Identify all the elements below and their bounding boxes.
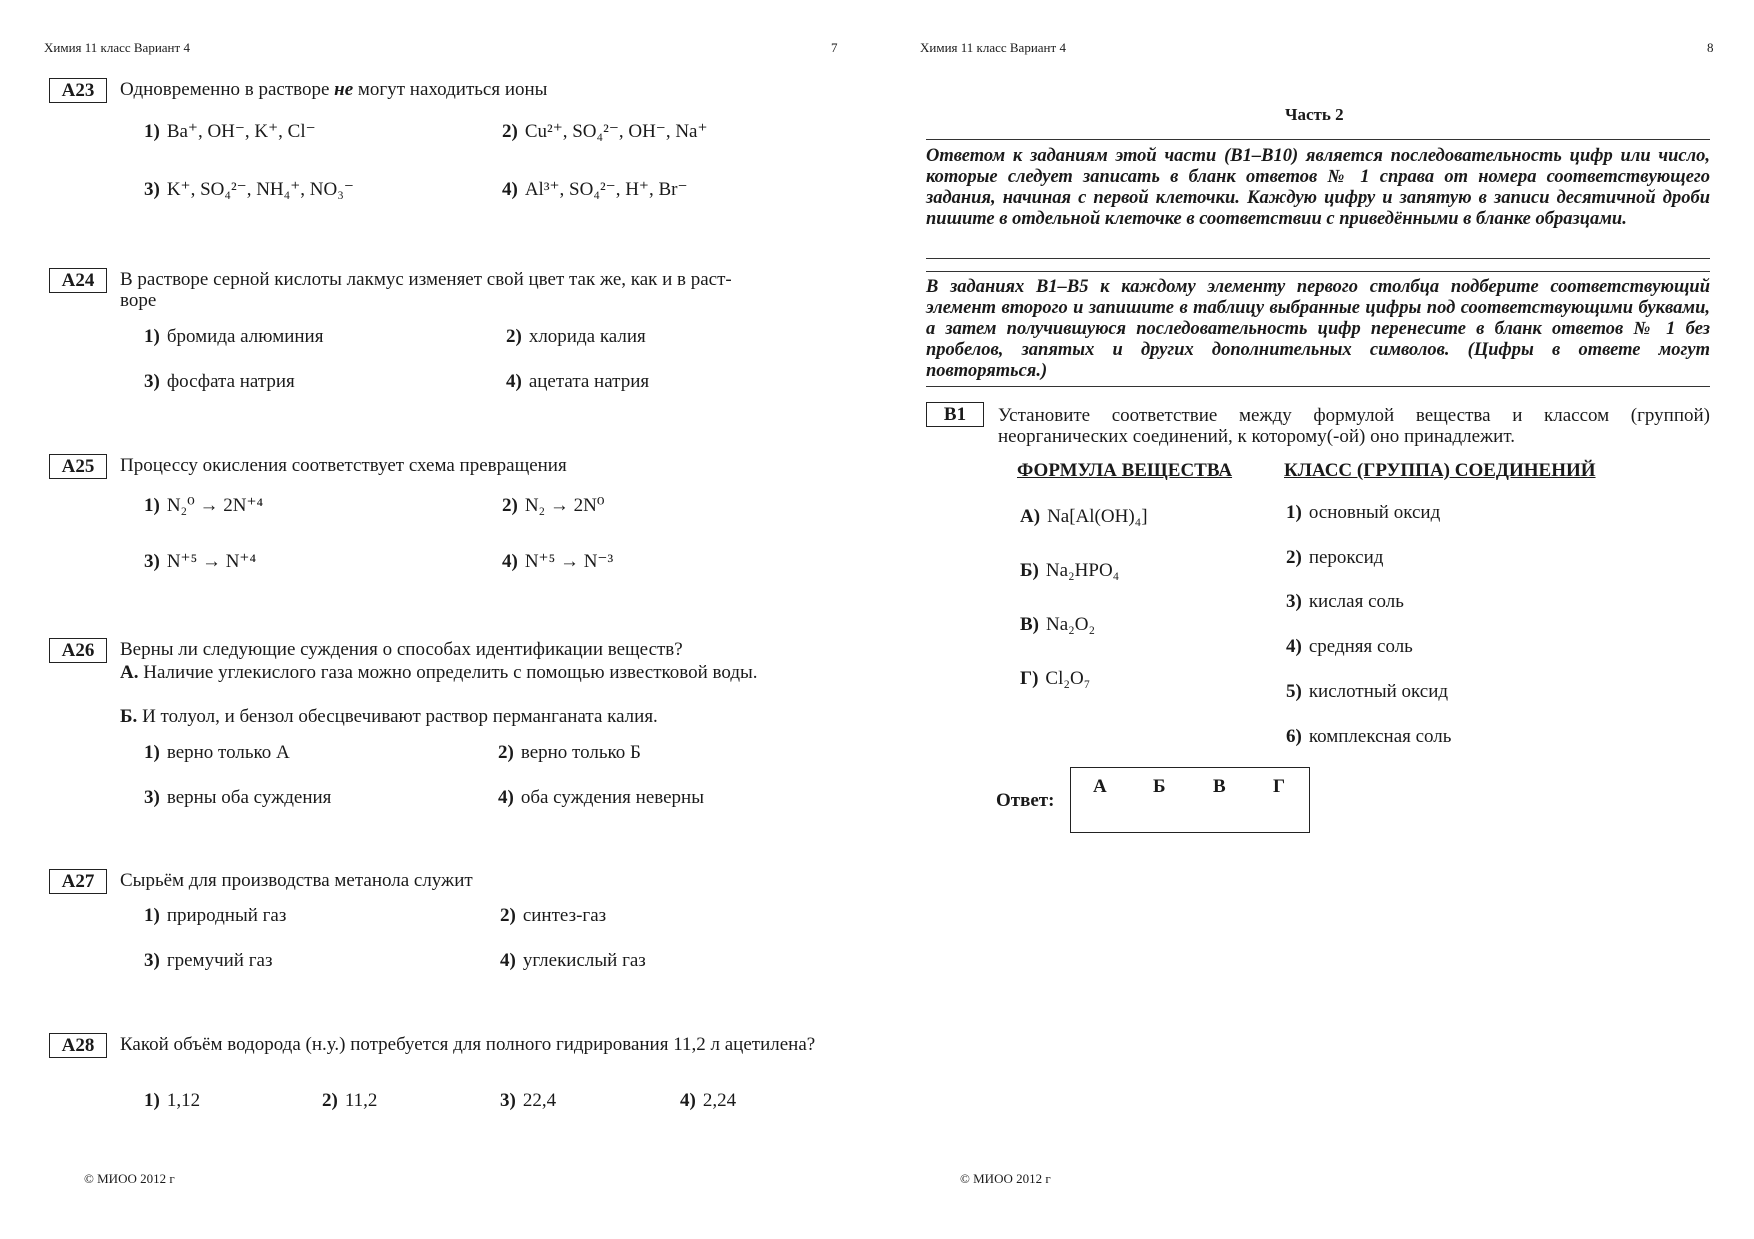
statement-text: И толуол, и бензол обесцвечивают раствор перманганата калия. [137,706,658,727]
option-number: 4) [498,787,514,808]
class-number: 1) [1286,502,1302,523]
a23-option-4 [502,178,687,201]
option-number: 1) [144,905,160,926]
page-number-right: 8 [1707,40,1714,55]
class-text: основный оксид [1308,502,1441,523]
formula-text: Cl₂O₇ [1045,668,1091,689]
option-text: верны оба суждения [166,787,332,808]
question-tag-b1: В1 [926,402,984,427]
part-title: Часть 2 [1285,105,1344,124]
a25-option-1 [144,494,263,517]
question-tag-a25: A25 [49,454,107,479]
option-number: 2) [498,742,514,763]
option-number: 3) [144,551,160,572]
question-tag-a28: A28 [49,1033,107,1058]
option-number: 1) [144,742,160,763]
page-footer-right: © МИОО 2012 г [960,1171,1051,1186]
statement-text: Наличие углекислого газа можно определить с помощью известковой воды. [138,662,758,683]
a28-option-2 [322,1090,377,1112]
divider-middle-1 [926,258,1710,259]
option-number: 3) [144,950,160,971]
question-a26-statement-a [120,662,838,683]
option-number: 2) [502,121,518,142]
b1-class-6 [1286,726,1451,748]
b1-formula-b [1020,560,1119,582]
option-text: N⁺⁵ → N⁻³ [524,551,614,572]
option-text: ацетата натрия [528,371,650,392]
formula-letter: Г) [1020,668,1039,689]
option-number: 1) [144,121,160,142]
option-text: углекислый газ [522,950,646,971]
answer-cell-v: В [1213,776,1226,797]
option-number: 1) [144,1090,160,1111]
question-tag-a27: A27 [49,869,107,894]
divider-middle-2 [926,271,1710,272]
option-number: 3) [144,371,160,392]
a24-option-3 [144,371,295,393]
b1-class-1 [1286,502,1440,524]
b1-formula-g [1020,668,1090,690]
b1-class-2 [1286,547,1383,569]
option-text: гремучий газ [166,950,273,971]
b1-formula-a [1020,506,1148,528]
option-number: 2) [500,905,516,926]
page-header-right: Химия 11 класс Вариант 4 [920,40,1066,55]
a26-option-3 [144,787,331,809]
question-tag-a24: A24 [49,268,107,293]
answer-label: Ответ: [996,790,1055,811]
question-tag-a23: A23 [49,78,107,103]
option-number: 4) [502,551,518,572]
option-text: N⁺⁵ → N⁺⁴ [166,551,257,572]
formula-letter: А) [1020,506,1041,527]
question-b1-text: Установите соответствие между формулой вещества и классом (группой) неорганических соединений, к которому(-ой) оно принадлежит. [998,405,1710,447]
a24-option-2 [506,326,646,348]
option-number: 4) [506,371,522,392]
question-a26-statement-b [120,706,838,727]
class-number: 3) [1286,591,1302,612]
question-a25-text: Процессу окисления соответствует схема превращения [120,455,567,476]
option-text: N₂⁰ → 2N⁺⁴ [166,495,264,516]
option-number: 3) [144,179,160,200]
class-number: 4) [1286,636,1302,657]
a26-option-2 [498,742,641,764]
column-header-formula: ФОРМУЛА ВЕЩЕСТВА [1017,460,1233,481]
divider-top [926,139,1710,140]
option-text: 22,4 [522,1090,557,1111]
option-text: Cu²⁺, SO₄²⁻, OH⁻, Na⁺ [524,121,708,142]
option-text: K⁺, SO₄²⁻, NH₄⁺, NO₃⁻ [166,179,354,200]
a27-option-1 [144,905,286,927]
a25-option-4 [502,550,613,573]
option-number: 4) [502,179,518,200]
b1-class-5 [1286,681,1448,703]
a23-option-2 [502,120,708,143]
a26-option-4 [498,787,704,809]
part-intro-1: Ответом к заданиям этой части (В1–В10) является последовательность цифр или число, которые следует записать в бланк ответов № 1 справа от номера соответствующего задания, начиная с первой клеточки. Каждую цифру и запятую в записи десятичной дроби пишите в отдельной клеточке в соответствии с приведёнными в бланке образцами. [926,146,1710,229]
option-number: 3) [144,787,160,808]
option-number: 2) [322,1090,338,1111]
part-intro-2: В заданиях В1–В5 к каждому элементу первого столбца подберите соответствующий элемент второго и запишите в таблицу выбранные цифры под соответствующими буквами, а затем получившуюся последовательность цифр перенесите в бланк ответов № 1 без пробелов, запятых и других дополнительных символов. (Цифры в ответе могут повторяться.) [926,277,1710,381]
class-number: 2) [1286,547,1302,568]
formula-letter: Б) [1020,560,1039,581]
option-number: 1) [144,495,160,516]
a24-option-1 [144,326,323,348]
class-text: кислая соль [1308,591,1404,612]
option-number: 1) [144,326,160,347]
question-a27-text: Сырьём для производства метанола служит [120,870,473,891]
question-a23-emphasis: не [334,79,354,100]
option-text: 1,12 [166,1090,201,1111]
option-text: 11,2 [344,1090,378,1111]
column-header-class: КЛАСС (ГРУППА) СОЕДИНЕНИЙ [1284,460,1596,481]
class-number: 6) [1286,726,1302,747]
a25-option-2 [502,494,605,517]
option-text: Ba⁺, OH⁻, K⁺, Cl⁻ [166,121,316,142]
page-header-left: Химия 11 класс Вариант 4 [44,40,190,55]
formula-text: Na₂HPO₄ [1045,560,1120,581]
statement-label: А. [120,662,139,683]
a27-option-2 [500,905,606,927]
class-number: 5) [1286,681,1302,702]
a23-option-3 [144,178,354,201]
a28-option-1 [144,1090,200,1112]
option-number: 4) [680,1090,696,1111]
option-text: Al³⁺, SO₄²⁻, H⁺, Br⁻ [524,179,688,200]
a28-option-4 [680,1090,736,1112]
option-text: оба суждения неверны [520,787,704,808]
option-number: 3) [500,1090,516,1111]
option-number: 2) [506,326,522,347]
question-a23-text-part: Одновременно в растворе [120,79,335,100]
class-text: пероксид [1308,547,1384,568]
answer-cell-b: Б [1153,776,1166,797]
a28-option-3 [500,1090,556,1112]
class-text: комплексная соль [1308,726,1452,747]
question-a28-text: Какой объём водорода (н.у.) потребуется для полного гидрирования 11,2 л ацетилена? [120,1034,816,1055]
a27-option-3 [144,950,272,972]
a24-option-4 [506,371,649,393]
option-text: хлорида калия [528,326,646,347]
option-text: синтез-газ [522,905,607,926]
a26-option-1 [144,742,290,764]
formula-letter: В) [1020,614,1039,635]
option-text: 2,24 [702,1090,737,1111]
question-a23-text [120,79,838,100]
a23-option-1 [144,120,316,143]
question-a26-text: Верны ли следующие суждения о способах идентификации веществ? [120,639,683,660]
option-text: N₂ → 2N⁰ [524,495,605,516]
page-footer-left: © МИОО 2012 г [84,1171,175,1186]
option-text: фосфата натрия [166,371,295,392]
question-a23-text-part: могут находиться ионы [353,79,548,100]
answer-box[interactable] [1070,767,1310,833]
answer-cell-a: А [1093,776,1107,797]
formula-text: Na[Al(OH)₄] [1047,506,1148,527]
question-a24-text: В растворе серной кислоты лакмус изменяет свой цвет так же, как и в раст- воре [120,269,732,311]
option-text: природный газ [166,905,287,926]
option-text: верно только Б [520,742,641,763]
answer-cell-g: Г [1273,776,1286,797]
formula-text: Na₂O₂ [1046,614,1096,635]
b1-class-3 [1286,591,1404,613]
a27-option-4 [500,950,646,972]
statement-label: Б. [120,706,138,727]
option-text: верно только А [166,742,290,763]
question-tag-a26: A26 [49,638,107,663]
a25-option-3 [144,550,256,573]
class-text: средняя соль [1308,636,1413,657]
page-number-left: 7 [831,40,838,55]
b1-formula-v [1020,614,1095,636]
option-text: бромида алюминия [166,326,324,347]
option-number: 4) [500,950,516,971]
class-text: кислотный оксид [1308,681,1449,702]
option-number: 2) [502,495,518,516]
divider-bottom [926,386,1710,387]
b1-class-4 [1286,636,1413,658]
